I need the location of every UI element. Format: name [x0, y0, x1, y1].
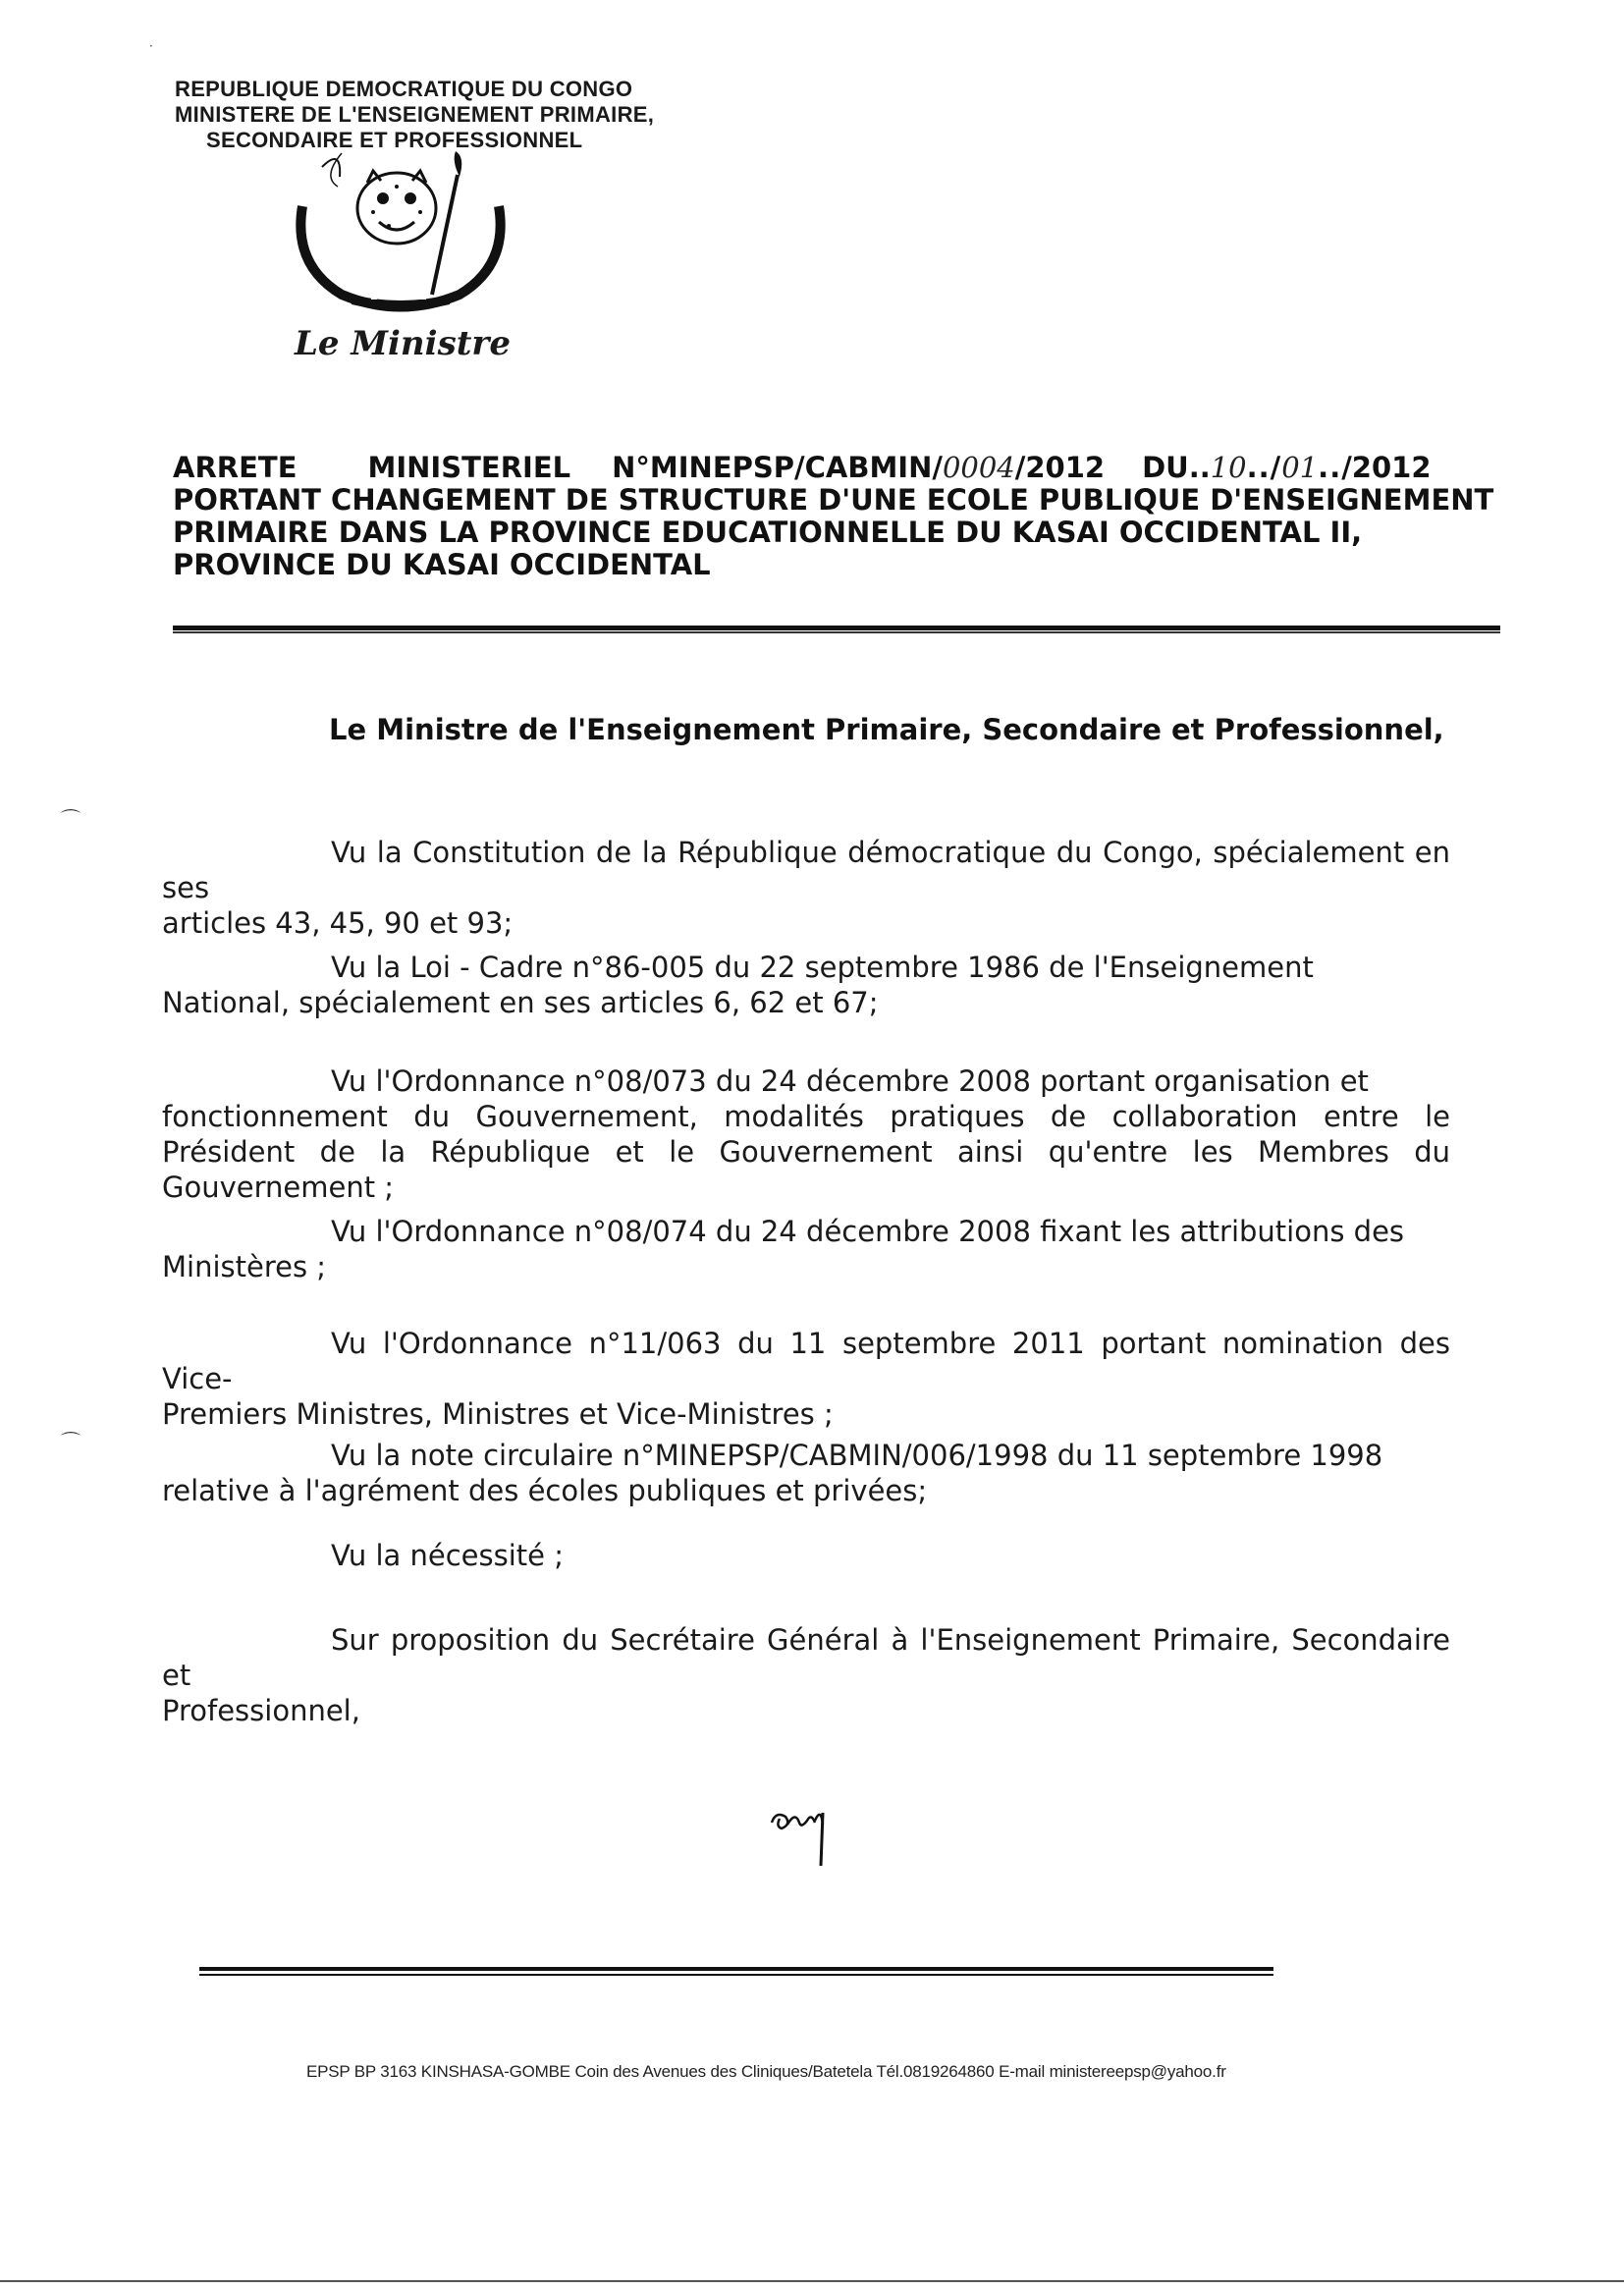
- scan-edge-line: [0, 2280, 1624, 2282]
- coat-of-arms-emblem: [283, 147, 518, 314]
- margin-mark: ⌒: [61, 1430, 81, 1453]
- date-day-handwritten: 10: [1210, 451, 1247, 484]
- minister-script-title: Le Ministre: [295, 324, 511, 363]
- header-republic: REPUBLIQUE DEMOCRATIQUE DU CONGO: [175, 77, 633, 101]
- header-ministry: MINISTERE DE L'ENSEIGNEMENT PRIMAIRE,: [175, 102, 655, 127]
- arrete-reference-line: [173, 452, 1489, 484]
- title-line-4: PROVINCE DU KASAI OCCIDENTAL: [173, 548, 711, 581]
- considerant-proposition: Sur proposition du Secrétaire Général à l'Enseignement Primaire, Secondaire et Professionnel,: [162, 1623, 1450, 1727]
- handwritten-initials: [766, 1797, 844, 1876]
- footer-contact-info: EPSP BP 3163 KINSHASA-GOMBE Coin des Avenues des Cliniques/Batetela Tél.0819264860 E-mail ministereepsp@yahoo.fr: [306, 2062, 1226, 2081]
- considerant-ordonnance-08-074: Vu l'Ordonnance n°08/074 du 24 décembre 2008 fixant les attributions des Ministères ;: [162, 1215, 1405, 1283]
- header-ministry-cont: SECONDAIRE ET PROFESSIONNEL: [206, 128, 583, 152]
- title-line-3: PRIMAIRE DANS LA PROVINCE EDUCATIONNELLE DU KASAI OCCIDENTAL II,: [173, 516, 1363, 549]
- arrete-title-block: [173, 451, 1494, 581]
- date-year: /2012: [1341, 451, 1432, 484]
- date-du-label: DU..: [1142, 451, 1211, 484]
- reference-number-handwritten: 0004: [942, 451, 1015, 484]
- title-divider: [173, 626, 1500, 630]
- date-month-handwritten: 01: [1281, 451, 1319, 484]
- date-separator-2: ..: [1318, 451, 1342, 484]
- considerant-ordonnance-11-063: Vu l'Ordonnance n°11/063 du 11 septembre 2011 portant nomination des Vice- Premiers Ministres, Ministres et Vice-Ministres ;: [162, 1327, 1450, 1431]
- ministeriel-label: MINISTERIEL: [367, 451, 571, 484]
- considerant-constitution: Vu la Constitution de la République démocratique du Congo, spécialement en ses articles 43, 45, 90 et 93;: [162, 836, 1450, 940]
- considerant-ordonnance-08-073: Vu l'Ordonnance n°08/073 du 24 décembre 2008 portant organisation et fonctionnement du Gouvernement, modalités pratiques de collaboration entre le Président de la République et le Gouvernement ainsi qu'entre les Membres du Gouvernement ;: [162, 1064, 1450, 1204]
- margin-mark: ⌒: [61, 807, 81, 831]
- footer-divider-secondary: [199, 1974, 1273, 1976]
- margin-mark: ·: [149, 39, 153, 53]
- reference-prefix: N°MINEPSP/CABMIN/: [612, 451, 943, 484]
- title-divider-secondary: [173, 631, 1500, 633]
- title-line-2: PORTANT CHANGEMENT DE STRUCTURE D'UNE ECOLE PUBLIQUE D'ENSEIGNEMENT: [173, 483, 1494, 517]
- date-separator: ../: [1246, 451, 1282, 484]
- considerant-loi-cadre: Vu la Loi - Cadre n°86-005 du 22 septembre 1986 de l'Enseignement National, spécialement en ses articles 6, 62 et 67;: [162, 951, 1314, 1019]
- arrete-label: ARRETE: [173, 451, 298, 484]
- considerant-note-circulaire: Vu la note circulaire n°MINEPSP/CABMIN/006/1998 du 11 septembre 1998 relative à l'agrément des écoles publiques et privées;: [162, 1439, 1383, 1507]
- considerant-necessite: Vu la nécessité ;: [331, 1539, 564, 1572]
- reference-year: /2012: [1014, 451, 1106, 484]
- footer-divider: [199, 1967, 1273, 1971]
- minister-heading: Le Ministre de l'Enseignement Primaire, Secondaire et Professionnel,: [329, 713, 1444, 746]
